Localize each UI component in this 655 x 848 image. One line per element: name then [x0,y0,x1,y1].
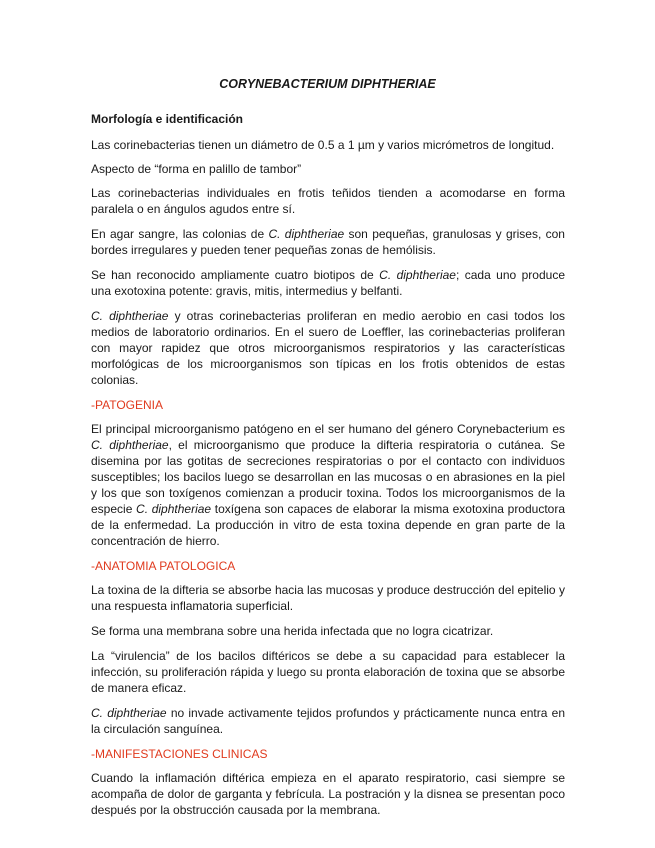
paragraph-patogenia: El principal microorganismo patógeno en el ser humano del género Corynebacterium es C. diphtheriae, el microorganismo que produce la difteria respiratoria o cutánea. Se disemina por las gotitas de secreciones respiratorias o por el contacto con individuos susceptibles; los bacilos luego se desarrollan en las mucosas o en abrasiones en la piel y los que son toxígenos comienzan a producir toxina. Todos los microorganismos de la especie C. diphtheriae toxígena son capaces de elaborar la misma exotoxina productora de la enfermedad. La producción in vitro de esta toxina depende en gran parte de la concentración de hierro. [91,422,566,548]
paragraph-frotis: Las corinebacterias individuales en frotis teñidos tienden a acomodarse en forma paralela o en ángulos agudos entre sí. [91,186,565,216]
paragraph-anatomia-2: Se forma una membrana sobre una herida infectada que no logra cicatrizar. [91,624,494,638]
paragraph-anatomia-1: La toxina de la difteria se absorbe hacia las mucosas y produce destrucción del epitelio y una respuesta inflamatoria superficial. [91,583,565,613]
document-body [91,111,565,826]
paragraph-anatomia-4: C. diphtheriae no invade activamente tejidos profundos y prácticamente nunca entra en la circulación sanguínea. [91,706,566,736]
paragraph-aspecto: Aspecto de “forma en palillo de tambor” [91,162,302,176]
paragraph-manifestaciones-1: Cuando la inflamación diftérica empieza en el aparato respiratorio, casi siempre se acompaña de dolor de garganta y febrícula. La postración y la disnea se presentan poco después por la obstrucción causada por la membrana. [91,771,565,817]
paragraph-biotipos: Se han reconocido ampliamente cuatro biotipos de C. diphtheriae; cada uno produce una exotoxina potente: gravis, mitis, intermedius y belfanti. [91,268,565,298]
paragraph-medios-cultivo: C. diphtheriae y otras corinebacterias proliferan en medio aerobio en casi todos los medios de laboratorio ordinarios. En el suero de Loeffler, las corinebacterias proliferan con mayor rapidez que otros microorganismos respiratorios y las características morfológicas de los microorganismos son típicas en los frotis obtenidos de estas colonias. [91,309,566,387]
document-title: CORYNEBACTERIUM DIPHTHERIAE [219,77,436,91]
heading-patogenia: -PATOGENIA [91,398,164,412]
paragraph-anatomia-3: La “virulencia” de los bacilos diftéricos se debe a su capacidad para establecer la infección, su proliferación rápida y luego su pronta elaboración de toxina que se absorbe de manera eficaz. [91,649,565,695]
heading-manifestaciones-clinicas: -MANIFESTACIONES CLINICAS [91,747,268,761]
heading-anatomia-patologica: -ANATOMIA PATOLOGICA [91,559,236,573]
paragraph-diametro: Las corinebacterias tienen un diámetro de 0.5 a 1 µm y varios micrómetros de longitud. [91,138,555,152]
subtitle-morfologia: Morfología e identificación [91,112,244,126]
paragraph-agar-sangre: En agar sangre, las colonias de C. diphtheriae son pequeñas, granulosas y grises, con bordes irregulares y pueden tener pequeñas zonas de hemólisis. [91,227,565,257]
